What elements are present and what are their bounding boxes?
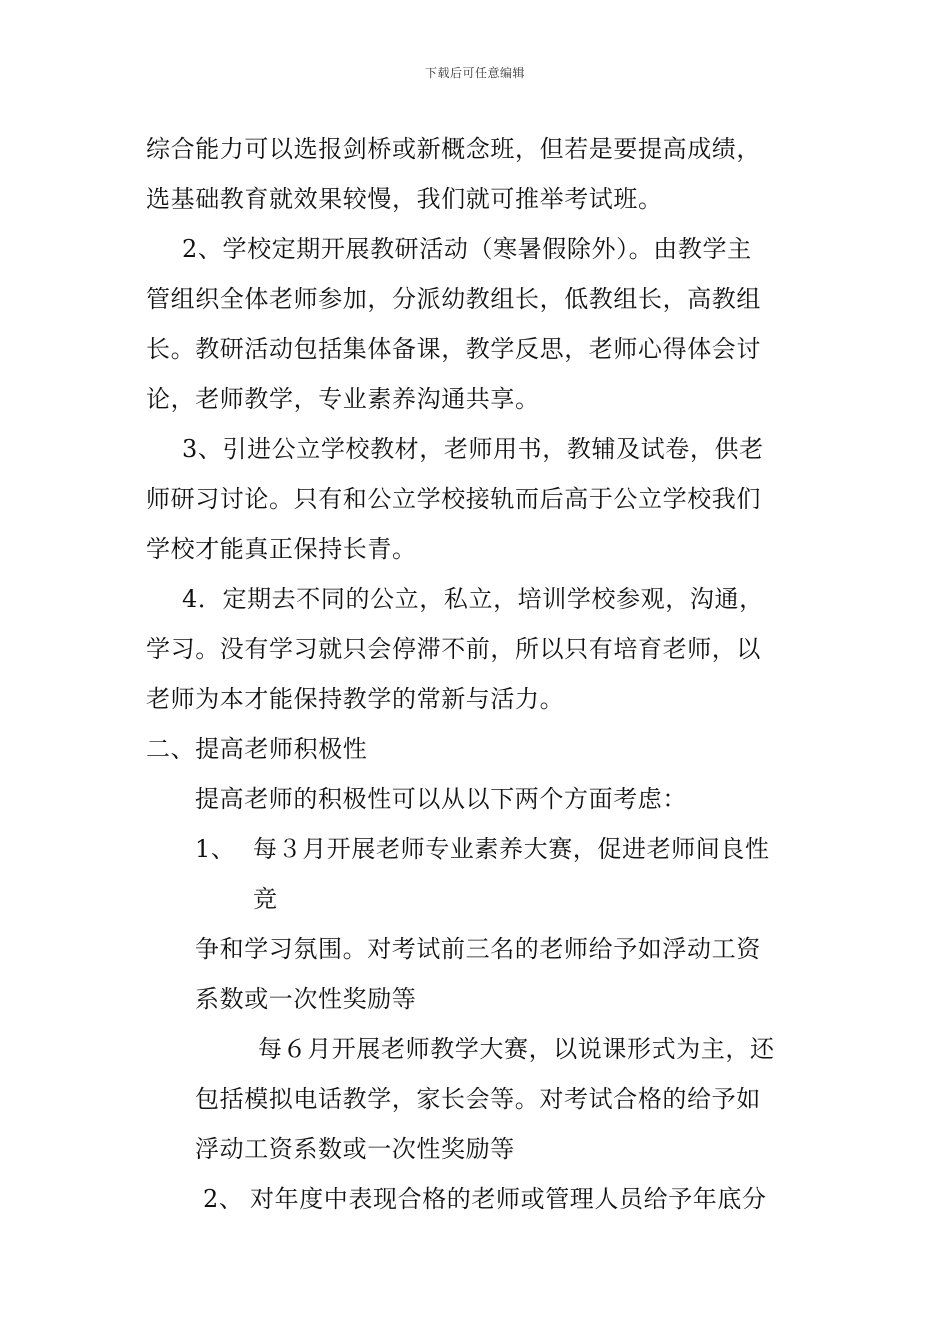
- text-line: 论，老师教学，专业素养沟通共享。: [146, 385, 540, 413]
- text-line: 系数或一次性奖励等: [195, 985, 417, 1013]
- text-line: 老师为本才能保持教学的常新与活力。: [146, 685, 565, 713]
- text-line: 4．定期去不同的公立，私立，培训学校参观，沟通，: [182, 585, 764, 613]
- text-line: 每６月开展老师教学大赛，以说课形式为主，还: [258, 1035, 775, 1063]
- text-line: 提高老师的积极性可以从以下两个方面考虑：: [195, 785, 687, 813]
- text-line: 争和学习氛围。对考试前三名的老师给予如浮动工资: [195, 935, 761, 963]
- text-line: 包括模拟电话教学，家长会等。对考试合格的给予如: [195, 1085, 761, 1113]
- page-header: 下载后可任意编辑: [424, 66, 525, 80]
- list-number: 1、: [195, 835, 236, 863]
- list-number: 2、: [203, 1185, 244, 1213]
- text-line: 学习。没有学习就只会停滞不前，所以只有培育老师，以: [146, 635, 761, 663]
- text-line: 竞: [253, 885, 278, 913]
- text-line: 综合能力可以选报剑桥或新概念班，但若是要提高成绩，: [146, 135, 761, 163]
- text-line: 学校才能真正保持长青。: [146, 535, 417, 563]
- text-line: 浮动工资系数或一次性奖励等: [195, 1135, 515, 1163]
- text-line: 长。教研活动包括集体备课，教学反思，老师心得体会讨: [146, 335, 761, 363]
- text-line: 2、学校定期开展教研活动（寒暑假除外）。由教学主: [182, 235, 752, 263]
- text-line: 师研习讨论。只有和公立学校接轨而后高于公立学校我们: [146, 485, 761, 513]
- text-line: 选基础教育就效果较慢，我们就可推举考试班。: [146, 185, 663, 213]
- text-line: 管组织全体老师参加，分派幼教组长，低教组长，高教组: [146, 285, 761, 313]
- text-line: 每３月开展老师专业素养大赛，促进老师间良性: [253, 835, 770, 863]
- text-line: 3、引进公立学校教材，老师用书，教辅及试卷，供老: [182, 435, 764, 463]
- text-line: 对年度中表现合格的老师或管理人员给予年底分: [250, 1185, 767, 1213]
- section-heading: 二、提高老师积极性: [146, 735, 368, 763]
